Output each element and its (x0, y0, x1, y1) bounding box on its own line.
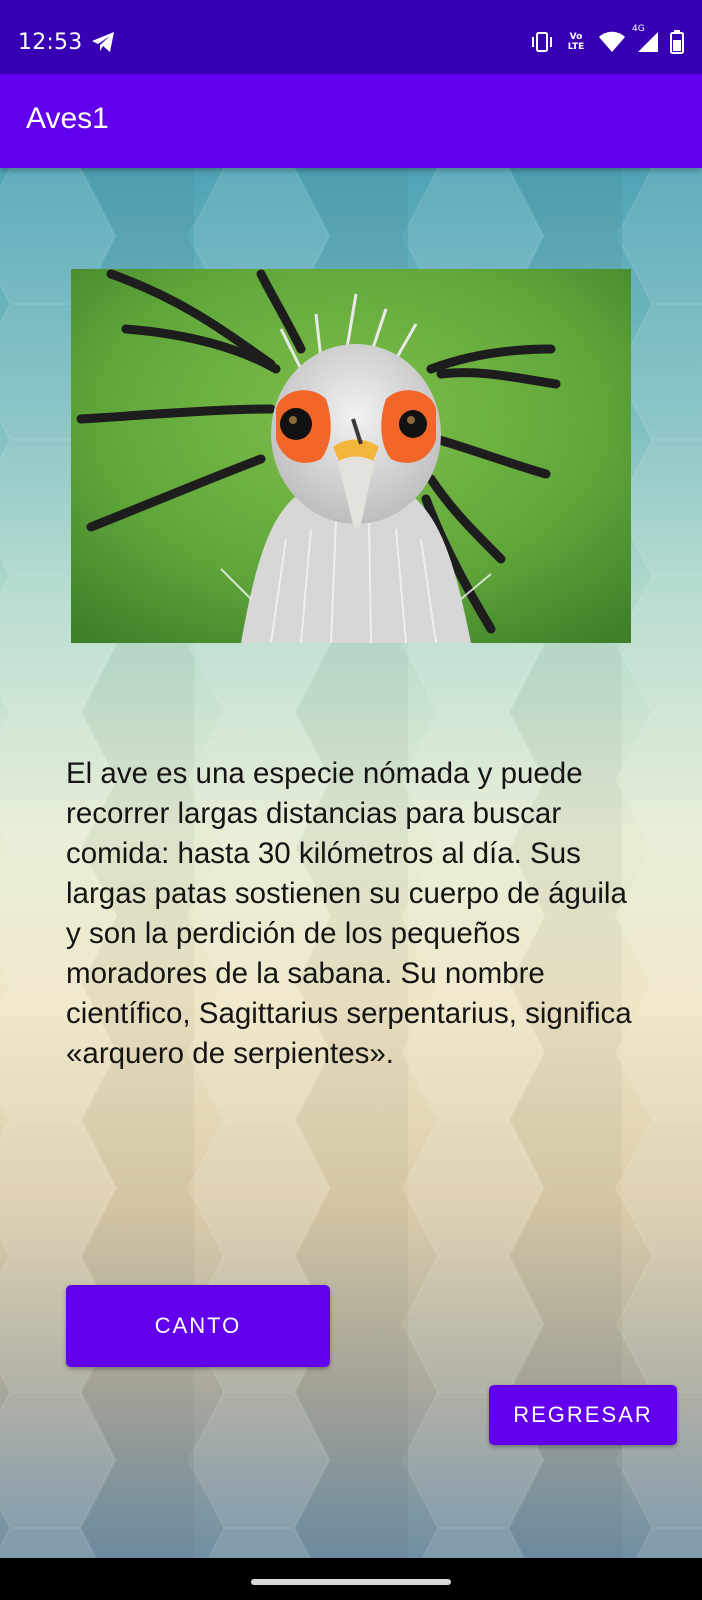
wifi-icon (598, 31, 626, 53)
bird-description: El ave es una especie nómada y puede recorrer largas distancias para buscar comida: hasta 30 kilómetros al día. Sus largas patas sostienen su cuerpo de águila y son la perdición de los pequeños moradores de la sabana. Su nombre científico, Sagittarius serpentarius, significa «arquero de serpientes». (66, 757, 632, 1070)
content-area (0, 168, 702, 1558)
volte-label-bottom: LTE (567, 42, 585, 52)
signal-4g-icon (632, 24, 660, 54)
regresar-button[interactable]: REGRESAR (489, 1385, 677, 1445)
network-label: 4G (632, 24, 645, 34)
navigation-bar (0, 1558, 702, 1600)
home-gesture-handle[interactable] (251, 1579, 451, 1585)
vibrate-icon (530, 31, 554, 53)
secretary-bird-photo (71, 269, 631, 643)
volte-icon (564, 32, 588, 52)
status-bar (0, 0, 702, 74)
app-bar (0, 74, 702, 168)
status-time: 12:53 (18, 30, 83, 55)
telegram-icon (90, 30, 116, 54)
status-icons (530, 24, 684, 56)
canto-button[interactable]: CANTO (66, 1285, 330, 1367)
app-title: Aves1 (26, 102, 109, 135)
volte-label-top: Vo (569, 32, 583, 42)
battery-icon (670, 30, 684, 54)
